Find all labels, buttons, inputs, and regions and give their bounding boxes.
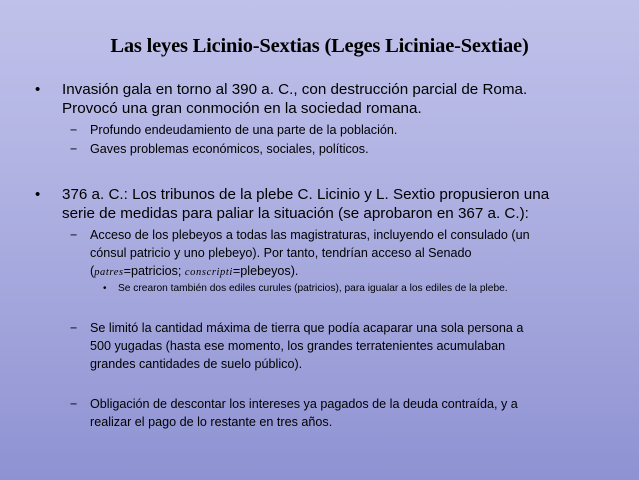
bullet-text-line: Invasión gala en torno al 390 a. C., con destrucción parcial de Roma. (62, 81, 528, 98)
text-segment: =plebeyos). (232, 264, 299, 278)
sub-sub-bullet-text: Se crearon también dos ediles curules (patricios), para igualar a los ediles de la plebe. (118, 283, 508, 294)
sub-bullet-text-line: Acceso de los plebeyos a todas las magistraturas, incluyendo el consulado (un (90, 228, 530, 242)
sub-bullet-text-line: Se limitó la cantidad máxima de tierra que podía acaparar una sola persona a (90, 321, 524, 335)
latin-term-patres: patres (94, 267, 124, 278)
bullet-icon: • (35, 81, 41, 98)
sub-bullet-text-line: 500 yugadas (hasta ese momento, los grandes terratenientes acumulaban (90, 339, 506, 353)
sub-bullet-text: Profundo endeudamiento de una parte de la población. (90, 123, 398, 137)
dash-icon: − (70, 228, 78, 242)
bullet-text-line: 376 a. C.: Los tribunos de la plebe C. Licinio y L. Sextio propusieron una (62, 186, 550, 203)
slide-title: Las leyes Licinio-Sextias (Leges Liciniae-Sextiae) (110, 35, 529, 57)
sub-bullet-text-line (90, 262, 298, 282)
sub-bullet-text-line: cónsul patricio y uno plebeyo). Por tanto, tendrían acceso al Senado (90, 246, 472, 260)
latin-term-conscripti: conscripti (184, 267, 233, 278)
sub-bullet-text-line: realizar el pago de lo restante en tres años. (90, 415, 333, 429)
bullet-text-line: serie de medidas para paliar la situación (se aprobaron en 367 a. C.): (62, 205, 529, 222)
bullet-icon: • (103, 283, 107, 294)
dash-icon: − (70, 321, 78, 335)
dash-icon: − (70, 397, 78, 411)
sub-bullet-text: Gaves problemas económicos, sociales, políticos. (90, 142, 369, 156)
bullet-text-line: Provocó una gran conmoción en la sociedad romana. (62, 100, 422, 117)
sub-bullet-text-line: grandes cantidades de suelo público). (90, 357, 303, 371)
dash-icon: − (70, 142, 78, 156)
bullet-icon: • (35, 186, 41, 203)
text-segment: =patricios; (123, 264, 185, 278)
dash-icon: − (70, 123, 78, 137)
sub-bullet-text-line: Obligación de descontar los intereses ya pagados de la deuda contraída, y a (90, 397, 518, 411)
paren-open: ( (90, 264, 95, 278)
